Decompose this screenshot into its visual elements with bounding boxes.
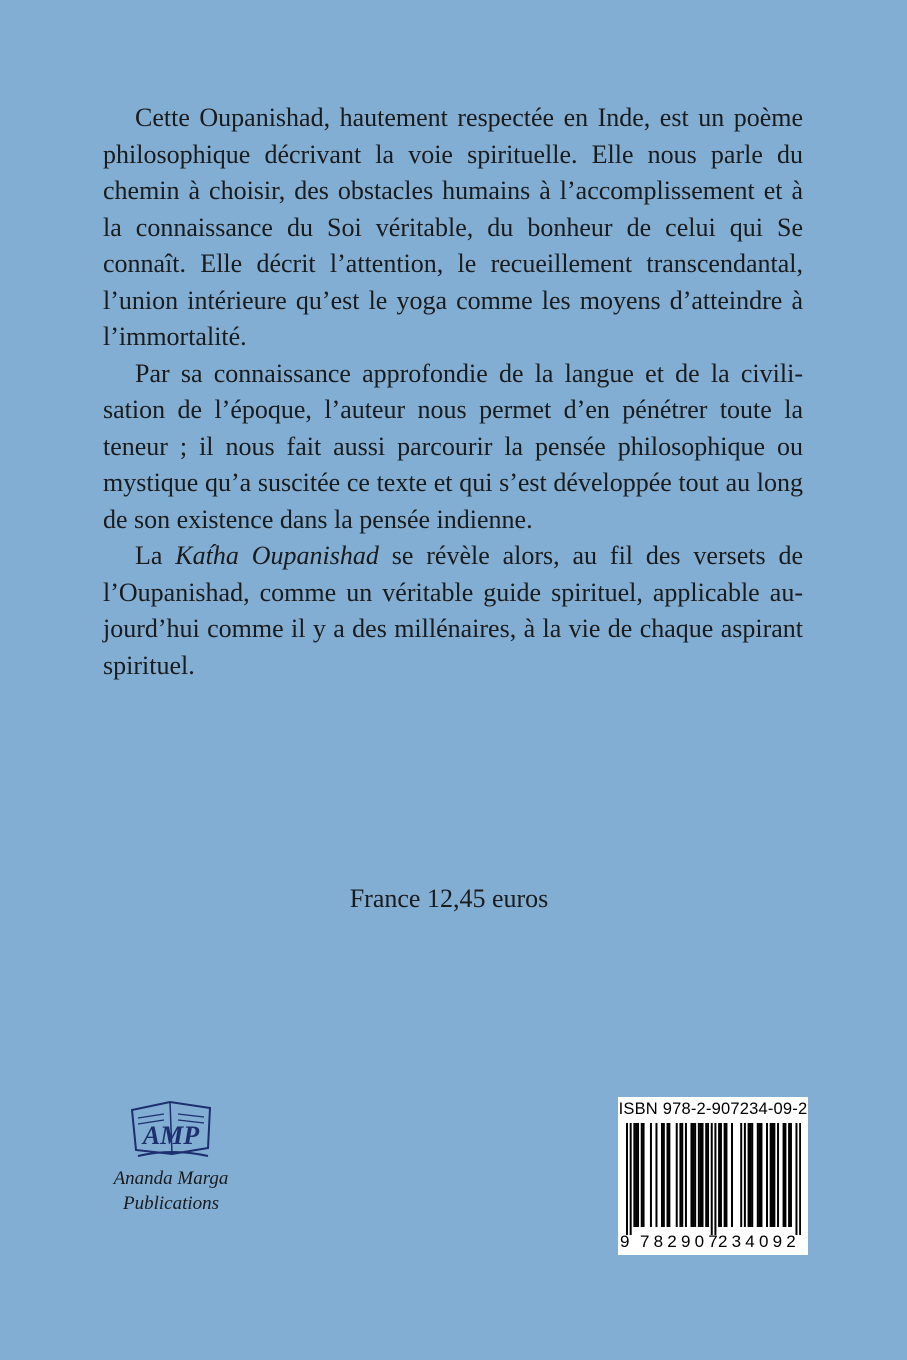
barcode-bar — [705, 1123, 707, 1227]
barcode-bar — [772, 1123, 774, 1227]
barcode-bar — [707, 1123, 709, 1227]
barcode-bar — [720, 1123, 722, 1227]
barcode-bar — [692, 1123, 694, 1227]
barcode-bar — [637, 1123, 639, 1227]
blurb-p3-prefix: La — [135, 541, 176, 570]
barcode-bar — [740, 1123, 742, 1227]
barcode-bar — [685, 1123, 687, 1227]
barcode-bar — [694, 1123, 696, 1227]
barcode-bar — [676, 1123, 678, 1227]
barcode-bar — [626, 1123, 628, 1235]
logo-letters: AMP — [142, 1121, 200, 1150]
price-label: France 12,45 euros — [349, 884, 549, 913]
barcode-bar — [760, 1123, 762, 1227]
open-book-logo-icon — [128, 1098, 214, 1162]
ean-left-digits: 782907 — [640, 1232, 722, 1251]
barcode-bar — [731, 1123, 733, 1227]
blurb-p3-rest: se révèle alors, au fil des versets de l’Oupanishad, comme un véritable guide spirituel, applicable aujourd’hui comme il y a des millénaires, à la vie de chaque aspirant spirituel. — [103, 541, 804, 680]
back-cover-blurb — [103, 100, 803, 684]
isbn-barcode — [618, 1097, 808, 1255]
barcode-bar — [790, 1123, 792, 1227]
barcode-bar — [661, 1123, 663, 1227]
barcode-bar — [679, 1123, 681, 1227]
barcode-bar — [795, 1123, 797, 1235]
barcode-bars-icon — [626, 1123, 801, 1235]
barcode-bar — [630, 1123, 632, 1235]
publisher-name-line2: Publications — [122, 1193, 220, 1214]
barcode-bar — [718, 1123, 720, 1227]
barcode-bar — [702, 1123, 704, 1227]
barcode-bar — [681, 1123, 683, 1227]
barcode-bar — [766, 1123, 768, 1227]
barcode-bar — [663, 1123, 665, 1227]
barcode-bar — [777, 1123, 779, 1227]
barcode-bar — [633, 1123, 635, 1227]
publisher-logo-block — [96, 1098, 246, 1216]
barcode-bar — [788, 1123, 790, 1227]
barcode-bar — [725, 1123, 727, 1227]
barcode-bar — [749, 1123, 751, 1227]
barcode-bar — [784, 1123, 786, 1227]
barcode-bar — [714, 1123, 716, 1235]
barcode-bar — [700, 1123, 702, 1227]
isbn-label: ISBN 978-2-907234-09-2 — [618, 1100, 808, 1118]
publisher-name — [96, 1166, 246, 1216]
barcode-bar — [690, 1123, 692, 1227]
barcode-bar — [635, 1123, 637, 1227]
barcode-bar — [783, 1123, 785, 1227]
publisher-name-line1: Ananda Marga — [113, 1168, 229, 1189]
barcode-bar — [770, 1123, 772, 1227]
ean-right-digits: 234092 — [718, 1232, 800, 1251]
blurb-paragraph-2: Par sa connaissance approfondie de la langue et de la civilisation de l’époque, l’auteur nous permet d’en pénétrer toute la teneur ; il nous fait aussi parcourir la pensée philosophique ou mystique qu’a suscitée ce texte et qui s’est développée tout au long de son existence dans la pensée indienne. — [103, 358, 803, 534]
barcode-bar — [667, 1123, 669, 1227]
barcode-bar — [751, 1123, 753, 1227]
ean-first-digit: 9 — [620, 1232, 630, 1251]
barcode-bar — [759, 1123, 761, 1227]
barcode-bar — [643, 1123, 645, 1227]
barcode-bar — [748, 1123, 750, 1227]
blurb-paragraph-1: Cette Oupanishad, hautement respectée en Inde, est un poème philosophique décrivant la voie spirituelle. Elle nous parle du chemin à choisir, des obstacles humains à l’accomplissement et à la connaissance du Soi véritable, du bonheur de celui qui Se connaît. Elle décrit l’attention, le recueillement transcendantal, l’union intérieure qu’est le yoga comme les moyens d’atteindre à l’immortalité. — [103, 103, 803, 351]
barcode-bar — [744, 1123, 746, 1227]
barcode-bar — [724, 1123, 726, 1227]
barcode-bar — [650, 1123, 652, 1227]
barcode-bar — [711, 1123, 713, 1235]
barcode-bar — [799, 1123, 801, 1235]
barcode-bar — [668, 1123, 670, 1227]
book-title-italic: Kat́ha Oupanishad — [175, 541, 379, 570]
barcode-bar — [698, 1123, 700, 1227]
barcode-bar — [773, 1123, 775, 1227]
barcode-bar — [757, 1123, 759, 1227]
barcode-bar — [655, 1123, 657, 1227]
blurb-paragraph-3 — [103, 538, 803, 684]
barcode-bar — [641, 1123, 643, 1227]
